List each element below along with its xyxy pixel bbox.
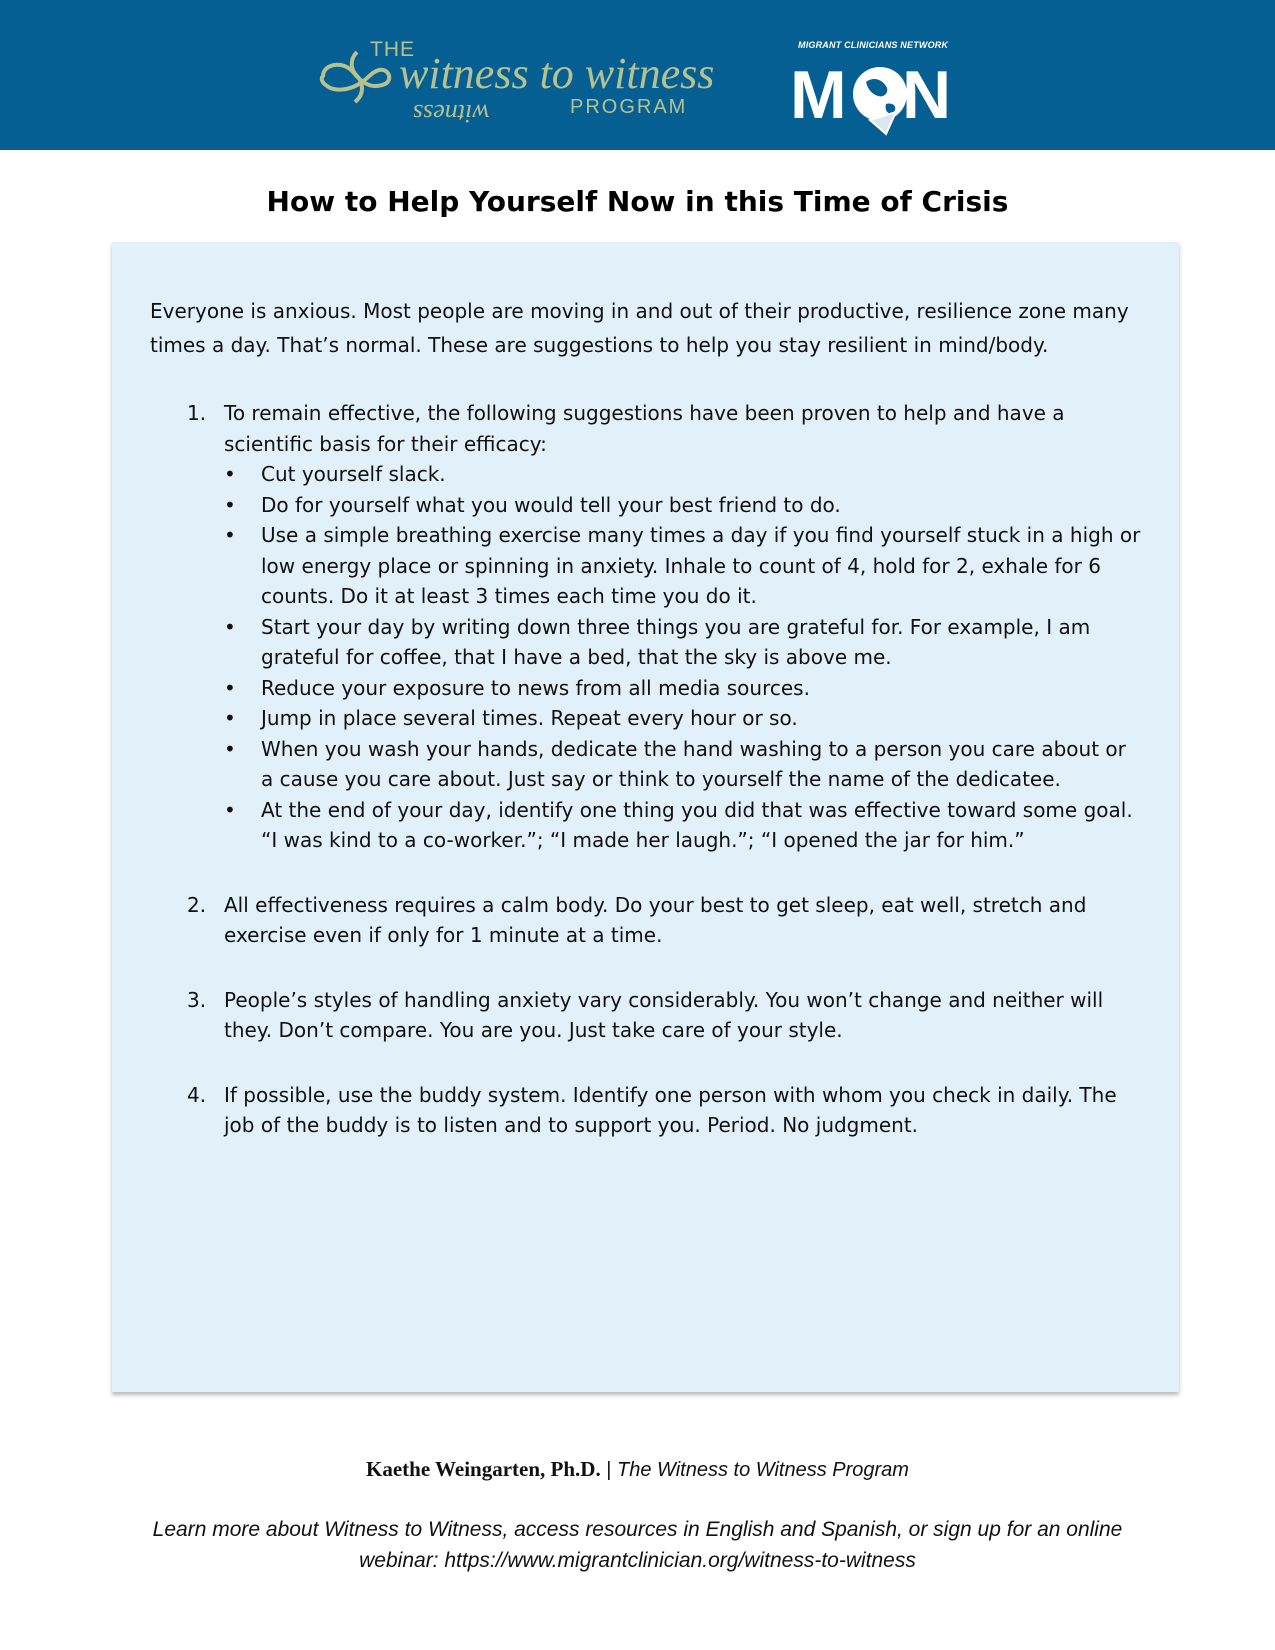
bullet-icon: •: [224, 523, 236, 547]
bullet-text: Jump in place several times. Repeat every hour or so.: [261, 706, 798, 730]
bullet-item: [224, 459, 1144, 490]
witness-to-witness-logo: [315, 34, 735, 128]
list-item-text: To remain effective, the following suggestions have been proven to help and have a scientific basis for their efficacy:: [224, 401, 1065, 456]
bullet-text: Do for yourself what you would tell your best friend to do.: [261, 492, 841, 517]
header-band: [0, 0, 1275, 150]
content-box: [112, 242, 1179, 1392]
bullet-text: Cut yourself slack.: [261, 462, 446, 486]
list-number: 4.: [187, 1082, 207, 1107]
logo-program-text: PROGRAM: [570, 96, 688, 118]
bullet-icon: •: [224, 614, 236, 639]
bullet-item: [224, 795, 1144, 856]
logo-the-text: THE: [370, 38, 415, 61]
list-item: [187, 985, 1144, 1046]
bullet-icon: •: [224, 462, 236, 486]
mcn-m-letter: M: [790, 57, 847, 133]
author-name: Kaethe Weingarten, Ph.D.: [366, 1457, 601, 1481]
bullet-text: Reduce your exposure to news from all media sources.: [261, 675, 810, 700]
list-item-text: People’s styles of handling anxiety vary considerably. You won’t change and neither will they. Don’t compare. You are you. Just take care of your style.: [224, 987, 1104, 1042]
mcn-n-letter: N: [902, 57, 952, 133]
bullet-item: [224, 520, 1144, 612]
list-number: 3.: [187, 987, 207, 1012]
page-title: How to Help Yourself Now in this Time of Crisis: [266, 185, 1009, 218]
bullet-list: [224, 459, 1144, 856]
bullet-item: [224, 612, 1144, 673]
author-separator: |: [600, 1459, 618, 1481]
bullet-item: [224, 490, 1144, 521]
logo-name-text: witness to witness: [399, 49, 715, 98]
bullet-icon: •: [224, 706, 236, 730]
logo-mirror-text: witness: [413, 99, 490, 128]
bullet-text: Start your day by writing down three things you are grateful for. For example, I am grateful for coffee, that I have a bed, that the sky is above me.: [261, 614, 1091, 669]
bullet-text: When you wash your hands, dedicate the hand washing to a person you care about or a cause you care about. Just say or think to yourself the name of the dedicatee.: [261, 736, 1126, 791]
mcn-letters: [790, 52, 965, 142]
intro-paragraph: Everyone is anxious. Most people are moving in and out of their productive, resilience zone many times a day. That’s normal. These are suggestions to help you stay resilient in mind/body.: [150, 299, 1129, 357]
author-line: [0, 1457, 1275, 1482]
list-item-text: All effectiveness requires a calm body. Do your best to get sleep, eat well, stretch and exercise even if only for 1 minute at a time.: [224, 892, 1087, 947]
bullet-item: [224, 703, 1144, 734]
bullet-item: [224, 673, 1144, 704]
bullet-icon: •: [224, 492, 236, 517]
footer-note: Learn more about Witness to Witness, access resources in English and Spanish, or sign up for an online webinar: https://www.migrantclinician.org/witness-to-witness: [152, 1518, 1123, 1572]
list-number: 1.: [187, 401, 207, 425]
bullet-icon: •: [224, 675, 236, 700]
list-item: [187, 890, 1144, 951]
list-item: [187, 1080, 1144, 1141]
mcn-logo: [790, 38, 965, 138]
list-item: [187, 398, 1144, 856]
list-number: 2.: [187, 892, 207, 917]
program-name: The Witness to Witness Program: [617, 1459, 909, 1481]
bullet-item: [224, 734, 1144, 795]
bullet-text: Use a simple breathing exercise many times a day if you find yourself stuck in a high or low energy place or spinning in anxiety. Inhale to count of 4, hold for 2, exhale for 6 counts. Do it at least 3 times each time you do it.: [261, 523, 1141, 608]
bullet-icon: •: [224, 736, 236, 761]
list-item-text: If possible, use the buddy system. Identify one person with whom you check in daily. The job of the buddy is to listen and to support you. Period. No judgment.: [224, 1082, 1117, 1137]
numbered-list: [187, 398, 1144, 1175]
bullet-icon: •: [224, 797, 236, 822]
bullet-text: At the end of your day, identify one thing you did that was effective toward some goal. “I was kind to a co-worker.”; “I made her laugh.”; “I opened the jar for him.”: [261, 797, 1133, 852]
mcn-network-text: MIGRANT CLINICIANS NETWORK: [798, 40, 949, 50]
